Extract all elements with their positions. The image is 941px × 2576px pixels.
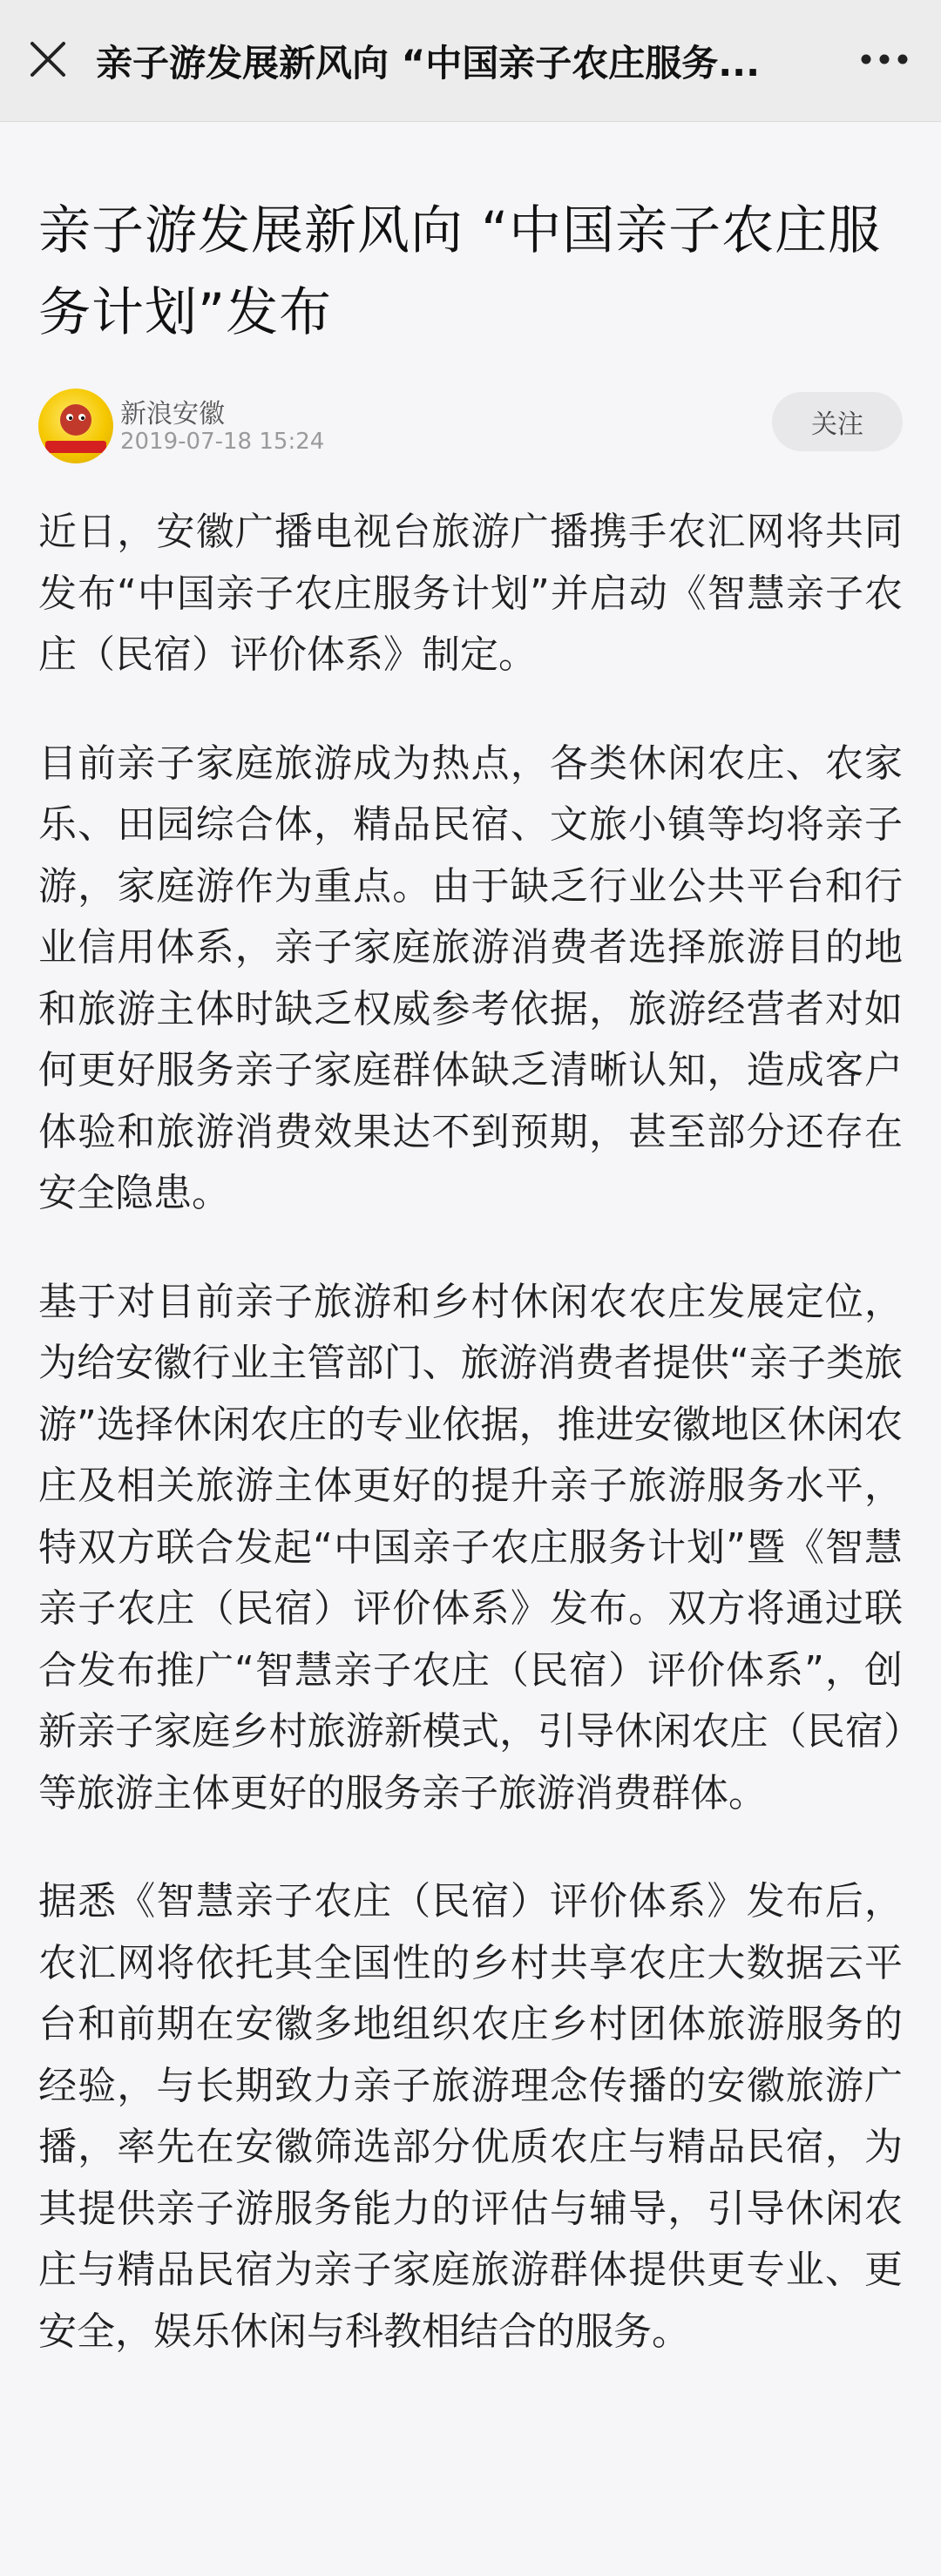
article	[0, 122, 941, 2410]
article-headline: 亲子游发展新风向 “中国亲子农庄服务计划”发布	[38, 200, 882, 343]
publish-time: 2019-07-18 15:24	[120, 429, 325, 455]
follow-button[interactable]: 关注	[772, 392, 903, 451]
close-button[interactable]	[0, 0, 96, 122]
top-bar	[0, 0, 941, 122]
author-name[interactable]: 新浪安徽	[120, 399, 225, 429]
paragraph: 据悉《智慧亲子农庄（民宿）评价体系》发布后，农汇网将依托其全国性的乡村共享农庄大数据云平台和前期在安徽多地组织农庄乡村团体旅游服务的经验，与长期致力亲子旅游理念传播的安徽旅游广播，率先在安徽筛选部分优质农庄与精品民宿，为其提供亲子游服务能力的评估与辅导，引导休闲农庄与精品民宿为亲子家庭旅游群体提供更专业、更安全，娱乐休闲与科教相结合的服务。	[38, 1879, 903, 2354]
paragraph: 目前亲子家庭旅游成为热点，各类休闲农庄、农家乐、田园综合体，精品民宿、文旅小镇等均将亲子游，家庭游作为重点。由于缺乏行业公共平台和行业信用体系，亲子家庭旅游消费者选择旅游目的地和旅游主体时缺乏权威参考依据，旅游经营者对如何更好服务亲子家庭群体缺乏清晰认知，造成客户体验和旅游消费效果达不到预期，甚至部分还存在安全隐患。	[38, 740, 903, 1215]
article-body	[38, 502, 903, 2363]
author-row	[38, 389, 903, 467]
more-icon	[860, 52, 909, 69]
more-button[interactable]	[828, 0, 941, 122]
page-title: 亲子游发展新风向 “中国亲子农庄服务...	[96, 41, 761, 85]
paragraph: 近日，安徽广播电视台旅游广播携手农汇网将共同发布“中国亲子农庄服务计划”并启动《智慧亲子农庄（民宿）评价体系》制定。	[38, 510, 903, 677]
close-icon	[29, 40, 67, 82]
paragraph: 基于对目前亲子旅游和乡村休闲农农庄发展定位，为给安徽行业主管部门、旅游消费者提供“亲子类旅游”选择休闲农庄的专业依据，推进安徽地区休闲农庄及相关旅游主体更好的提升亲子旅游服务水平，特双方联合发起“中国亲子农庄服务计划”暨《智慧亲子农庄（民宿）评价体系》发布。双方将通过联合发布推广“智慧亲子农庄（民宿）评价体系”，创新亲子家庭乡村旅游新模式，引导休闲农庄（民宿）等旅游主体更好的服务亲子旅游消费群体。	[38, 1279, 903, 1815]
avatar[interactable]	[38, 389, 113, 463]
